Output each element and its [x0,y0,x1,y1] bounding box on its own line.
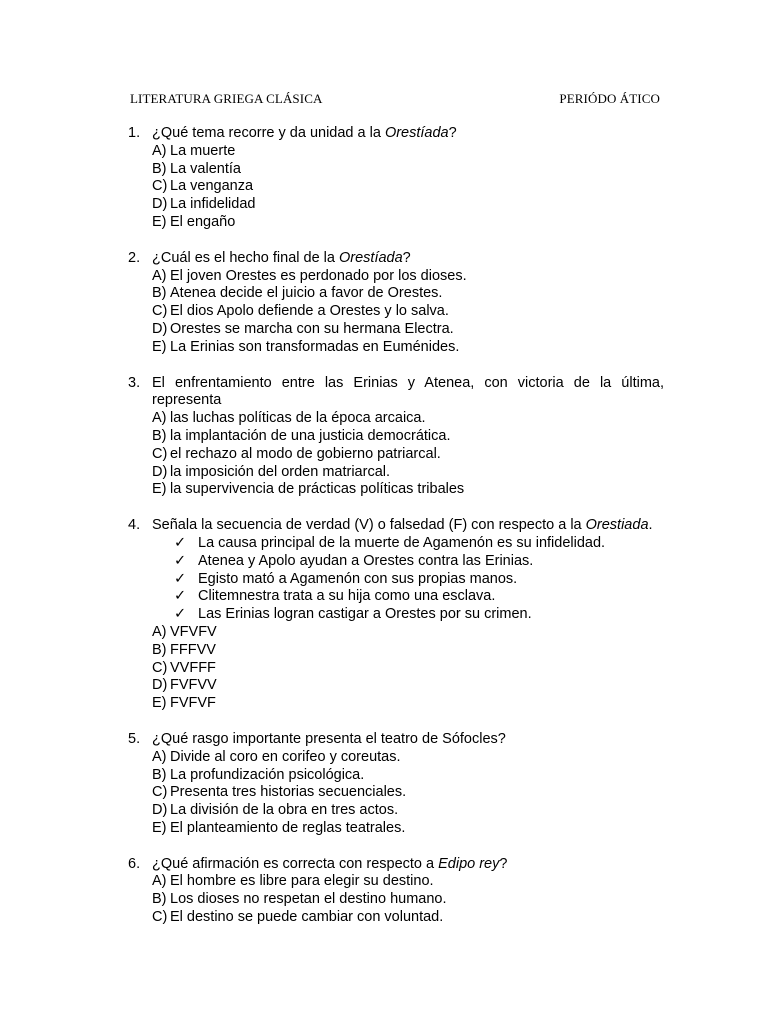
option-text: La muerte [170,142,236,159]
option-d [128,802,664,820]
option-a [128,749,664,767]
statement-item [128,571,664,589]
statement-text: Clitemnestra trata a su hija como una esclava. [198,588,496,605]
option-text: El joven Orestes es perdonado por los dioses. [170,267,467,284]
option-text: Divide al coro en corifeo y coreutas. [170,748,401,765]
stem-italic: Orestíada [339,249,403,266]
option-e [128,214,664,232]
question-number: 2. [128,249,141,266]
option-letter: A) [152,267,167,284]
statement-text: La causa principal de la muerte de Agamenón es su infidelidad. [198,534,606,551]
option-c [128,660,664,678]
stem-text: El enfrentamiento entre las Erinias y Atenea, con victoria de la última, [152,374,664,391]
option-text: El dios Apolo defiende a Orestes y lo salva. [170,303,449,320]
stem-continuation: representa [152,392,222,409]
option-text: las luchas políticas de la época arcaica. [170,410,426,427]
option-letter: D) [152,463,168,480]
option-letter: C) [152,659,168,676]
question-number: 5. [128,730,141,747]
option-text: La infidelidad [170,196,256,213]
option-text: La profundización psicológica. [170,766,365,783]
option-text: La venganza [170,178,254,195]
option-letter: C) [152,784,168,801]
question-stem [128,125,664,143]
option-text: el rechazo al modo de gobierno patriarcal. [170,445,441,462]
option-letter: E) [152,481,167,498]
option-text: Los dioses no respetan el destino humano. [170,891,447,908]
option-b [128,161,664,179]
stem-text: Señala la secuencia de verdad (V) o falsedad (F) con respecto a la [152,517,586,534]
option-text: La división de la obra en tres actos. [170,802,399,819]
option-letter: A) [152,142,167,159]
option-letter: C) [152,909,168,926]
stem-italic: Orestiada [585,517,649,534]
checkmark-icon: ✓ [174,552,187,569]
option-letter: D) [152,802,168,819]
option-letter: D) [152,677,168,694]
option-letter: A) [152,748,167,765]
statement-item [128,553,664,571]
stem-text: ¿Qué rasgo importante presenta el teatro de Sófocles? [152,730,506,747]
option-c [128,909,664,927]
stem-end: . [648,517,653,534]
stem-end: ? [448,125,457,141]
option-letter: E) [152,819,167,836]
statement-item [128,535,664,553]
option-text: Atenea decide el juicio a favor de Orestes. [170,285,443,302]
option-letter: B) [152,641,167,658]
option-c [128,303,664,321]
checkmark-icon: ✓ [174,606,187,623]
option-c [128,784,664,802]
option-a [128,410,664,428]
question-2 [128,250,664,357]
option-letter: C) [152,178,168,195]
question-1 [128,125,664,232]
option-letter: A) [152,410,167,427]
option-text: La Erinias son transformadas en Euménides. [170,338,460,355]
checkmark-icon: ✓ [174,570,187,587]
question-number: 6. [128,855,141,872]
option-letter: D) [152,196,168,213]
option-e [128,820,664,838]
statement-text: Atenea y Apolo ayudan a Orestes contra las Erinias. [198,552,534,569]
option-text: El engaño [170,213,236,230]
question-stem [128,375,664,393]
option-text: Orestes se marcha con su hermana Electra. [170,320,454,337]
option-c [128,178,664,196]
option-letter: B) [152,766,167,783]
page-header [130,91,660,107]
statement-text: Las Erinias logran castigar a Orestes por su crimen. [198,606,532,623]
option-a [128,624,664,642]
option-d [128,321,664,339]
option-text: Presenta tres historias secuenciales. [170,784,407,801]
question-3 [128,375,664,500]
stem-italic: Orestíada [384,125,449,141]
option-letter: E) [152,213,167,230]
option-text: FVFVF [170,695,216,712]
option-c [128,446,664,464]
statement-item [128,606,664,624]
option-letter: E) [152,695,167,712]
checkmark-icon: ✓ [174,588,187,605]
option-letter: A) [152,873,167,890]
option-text: VFVFV [170,623,217,640]
option-a [128,873,664,891]
option-b [128,642,664,660]
option-text: El destino se puede cambiar con voluntad. [170,909,444,926]
option-text: FVFVV [170,677,217,694]
header-period: PERIÓDO ÁTICO [559,91,660,106]
option-letter: D) [152,320,168,337]
option-letter: B) [152,285,167,302]
header-course-title: LITERATURA GRIEGA CLÁSICA [130,91,323,106]
stem-italic: Edipo rey [438,855,500,872]
question-number: 3. [128,374,141,391]
option-b [128,428,664,446]
option-text: La valentía [170,160,241,177]
stem-text: ¿Cuál es el hecho final de la [152,249,339,266]
question-number: 4. [128,517,141,534]
option-a [128,268,664,286]
stem-end: ? [499,855,508,872]
option-d [128,196,664,214]
option-text: la imposición del orden matriarcal. [170,463,391,480]
question-stem [128,856,664,874]
option-letter: B) [152,160,167,177]
option-d [128,677,664,695]
option-letter: C) [152,445,168,462]
option-b [128,891,664,909]
option-b [128,767,664,785]
question-4 [128,517,664,713]
statement-item [128,588,664,606]
option-letter: C) [152,303,168,320]
option-letter: B) [152,891,167,908]
option-letter: E) [152,338,167,355]
option-text: VVFFF [170,659,216,676]
stem-end: ? [402,249,411,266]
statement-text: Egisto mató a Agamenón con sus propias manos. [198,570,518,587]
question-6 [128,856,664,927]
stem-text: ¿Qué afirmación es correcta con respecto a [152,855,439,872]
option-e [128,695,664,713]
option-text: El hombre es libre para elegir su destino. [170,873,434,890]
stem-text: ¿Qué tema recorre y da unidad a la [152,125,385,141]
option-e [128,481,664,499]
option-letter: A) [152,623,167,640]
question-number: 1. [128,125,141,141]
question-stem [128,250,664,268]
question-5 [128,731,664,838]
option-a [128,143,664,161]
option-d [128,464,664,482]
option-text: El planteamiento de reglas teatrales. [170,819,406,836]
question-list [128,125,664,945]
option-letter: B) [152,427,167,444]
checkmark-icon: ✓ [174,534,187,551]
option-b [128,285,664,303]
question-stem [128,517,664,535]
option-text: la supervivencia de prácticas políticas tribales [170,481,465,498]
option-text: la implantación de una justicia democrática. [170,427,451,444]
question-stem [128,731,664,749]
option-e [128,339,664,357]
option-text: FFFVV [170,641,216,658]
